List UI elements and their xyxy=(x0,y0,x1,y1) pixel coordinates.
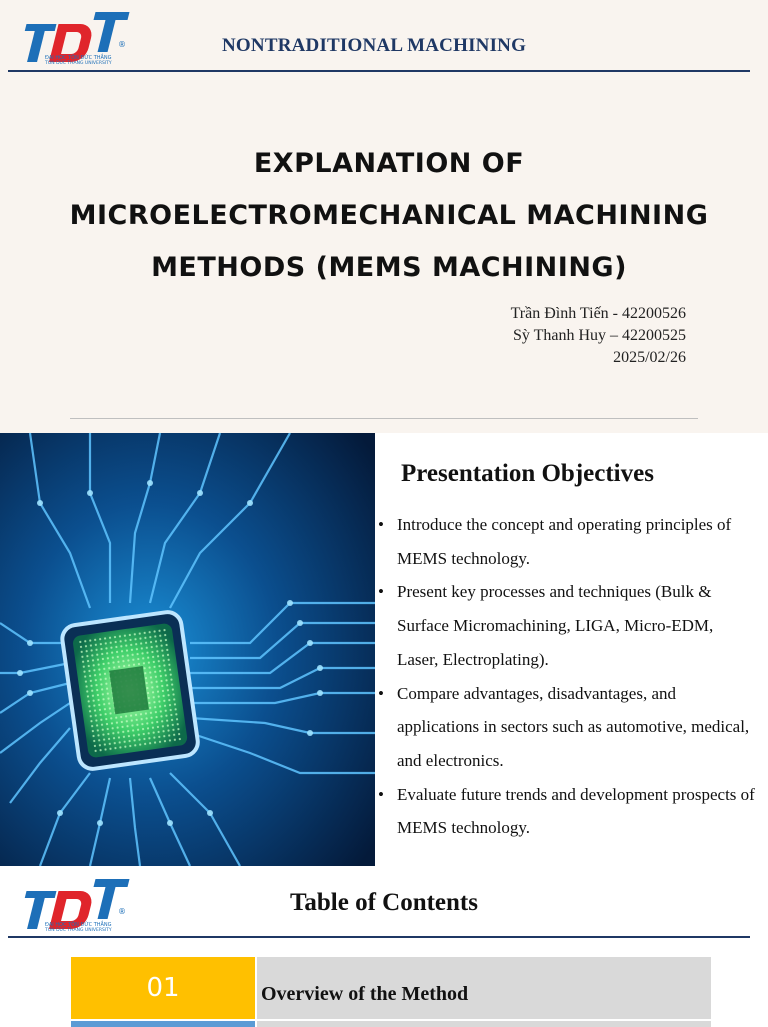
header-divider xyxy=(8,936,750,938)
objective-text: Introduce the concept and operating principles of MEMS technology. xyxy=(397,515,732,568)
logo-line-1: ĐẠI HỌC TÔN ĐỨC THẮNG xyxy=(45,922,112,928)
author-line: Sỳ Thanh Huy – 42200525 xyxy=(512,327,686,344)
objective-text: Evaluate future trends and development prospects of MEMS technology. xyxy=(397,784,755,838)
logo-line-2: TON DUC THANG UNIVERSITY xyxy=(45,928,112,933)
course-title: NONTRADITIONAL MACHINING xyxy=(222,35,527,56)
bullet-icon: • xyxy=(378,683,384,703)
objective-text: Present key processes and techniques (Bulk & Surface Micromachining, LIGA, Micro-EDM, Laser, Electroplating). xyxy=(397,582,714,669)
registered-mark: ® xyxy=(118,40,126,49)
presentation-date: 2025/02/26 xyxy=(613,349,686,366)
title-slide xyxy=(0,0,768,433)
chip-circuit-image xyxy=(0,433,375,866)
list-item xyxy=(378,677,758,778)
toc-item-number: 01 xyxy=(71,957,255,1019)
objectives-title: Presentation Objectives xyxy=(401,460,654,487)
objectives-slide xyxy=(0,433,768,867)
presentation-title xyxy=(34,138,744,294)
header-divider xyxy=(8,70,750,72)
objective-text: Compare advantages, disadvantages, and applications in sectors such as automotive, medical, and electronics. xyxy=(397,683,750,770)
author-line: Trần Đình Tiến - 42200526 xyxy=(510,305,686,322)
toc-item[interactable] xyxy=(71,957,711,1019)
bullet-icon: • xyxy=(378,582,384,602)
bullet-icon: • xyxy=(378,515,384,534)
toc-item-label: Overview of the Method xyxy=(257,957,711,1019)
title-line: EXPLANATION OF xyxy=(253,148,525,179)
objectives-list xyxy=(378,508,758,845)
title-line: MICROELECTROMECHANICAL MACHINING xyxy=(69,200,709,231)
list-item xyxy=(378,778,758,845)
logo-line-1: ĐẠI HỌC TÔN ĐỨC THẮNG xyxy=(45,55,112,61)
toc-next-number-cell xyxy=(71,1021,255,1027)
toc-next-row xyxy=(71,1021,711,1027)
bullet-icon: • xyxy=(378,784,384,804)
university-logo xyxy=(18,877,133,935)
registered-mark: ® xyxy=(118,907,126,916)
toc-title: Table of Contents xyxy=(290,889,478,916)
university-logo xyxy=(18,10,133,68)
toc-slide xyxy=(0,867,768,1024)
list-item xyxy=(378,575,758,676)
footer-divider xyxy=(70,418,698,419)
logo-line-2: TON DUC THANG UNIVERSITY xyxy=(45,61,112,66)
title-line: METHODS (MEMS MACHINING) xyxy=(151,252,627,283)
author-block xyxy=(511,303,686,369)
list-item xyxy=(378,508,758,575)
toc-next-label-cell xyxy=(257,1021,711,1027)
